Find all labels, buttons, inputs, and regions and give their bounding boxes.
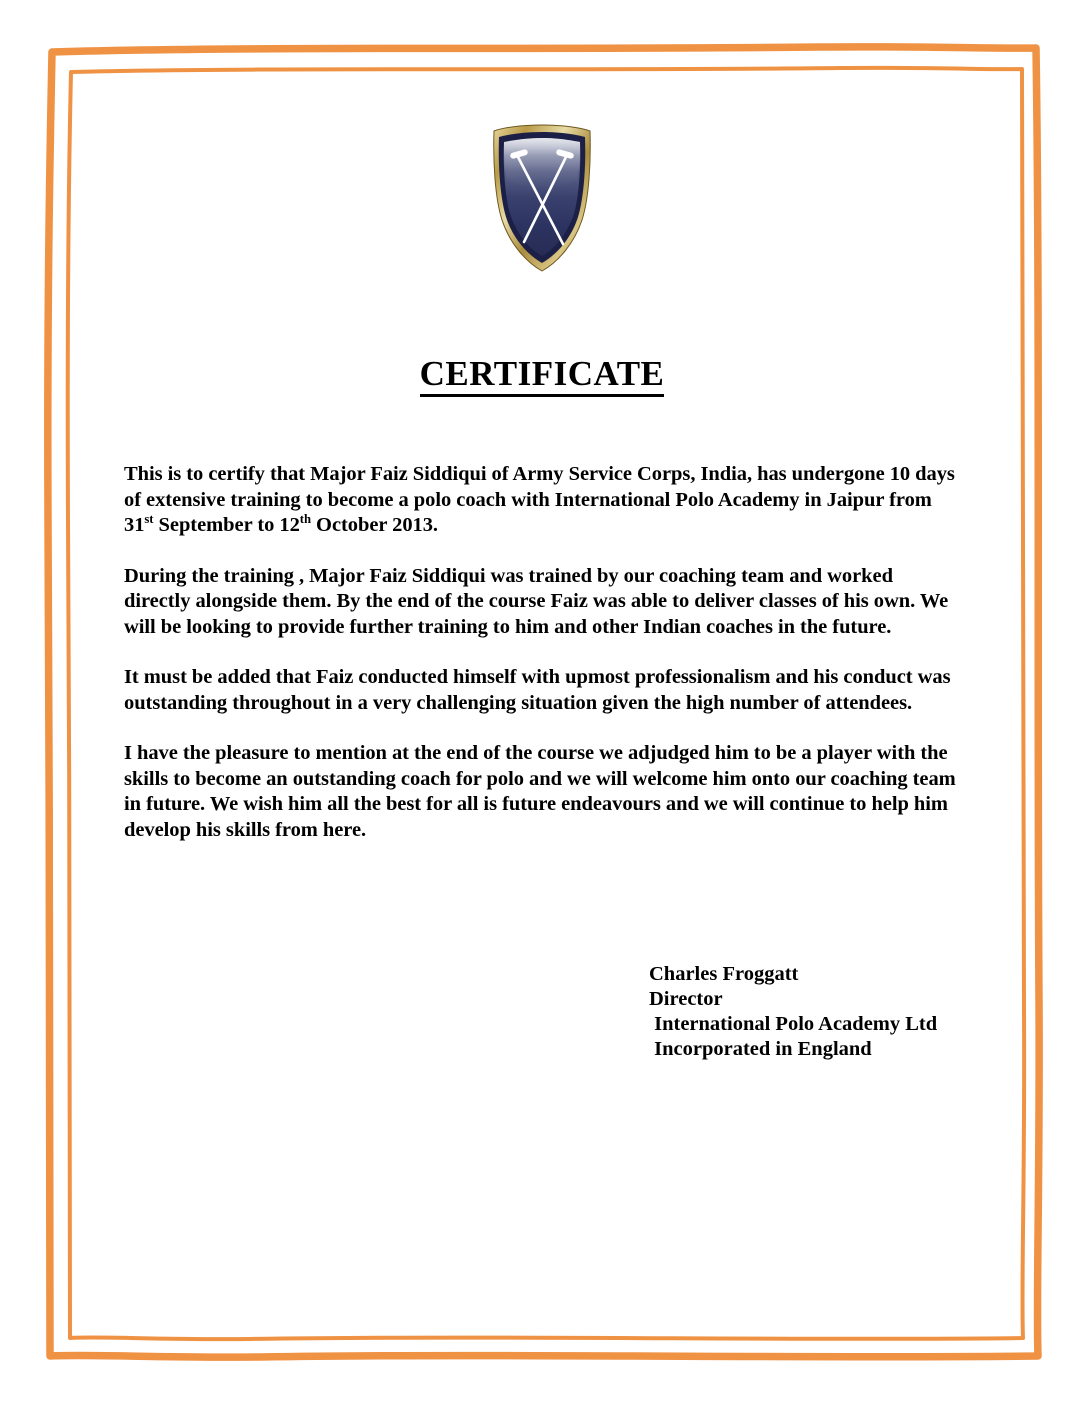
page-title-container [124, 356, 960, 397]
certificate-content [124, 0, 960, 1408]
ordinal-suffix: st [144, 512, 154, 527]
text-run: October 2013. [310, 514, 439, 536]
page-title: CERTIFICATE [420, 356, 665, 397]
signatory-name: Charles Froggatt [649, 963, 799, 985]
paragraph-4: I have the pleasure to mention at the end of the course we adjudged him to be a player with the skills to become an outstanding coach for polo and we will welcome him onto our coaching team in future. We wish him all the best for all is future endeavours and we will continue to help him develop his skills from here. [124, 742, 956, 841]
signature-block [649, 962, 1069, 1062]
ordinal-suffix: th [299, 512, 311, 527]
paragraph-2: During the training , Major Faiz Siddiqui was trained by our coaching team and worked directly alongside them. By the end of the course Faiz was able to deliver classes of his own. We will be looking to provide further training to him and other Indian coaches in the future. [124, 564, 949, 638]
signatory-role: Director [649, 988, 723, 1010]
signatory-incorporation: Incorporated in England [649, 1038, 872, 1060]
text-run: September to 12 [153, 514, 300, 536]
paragraph-1 [124, 462, 964, 539]
polo-shield-crest-icon [490, 122, 594, 274]
certificate-body [124, 462, 964, 843]
paragraph-3: It must be added that Faiz conducted himself with upmost professionalism and his conduct was outstanding throughout in a very challenging situation given the high number of attendees. [124, 666, 951, 714]
text-run: This is to certify that Major Faiz Siddiqui of Army Service Corps, India, has undergone 10 days of extensive training to become a polo coach with International Polo Academy in Jaipur from 31 [124, 463, 955, 536]
signatory-organization: International Polo Academy Ltd [649, 1013, 938, 1035]
logo-container [124, 122, 960, 274]
